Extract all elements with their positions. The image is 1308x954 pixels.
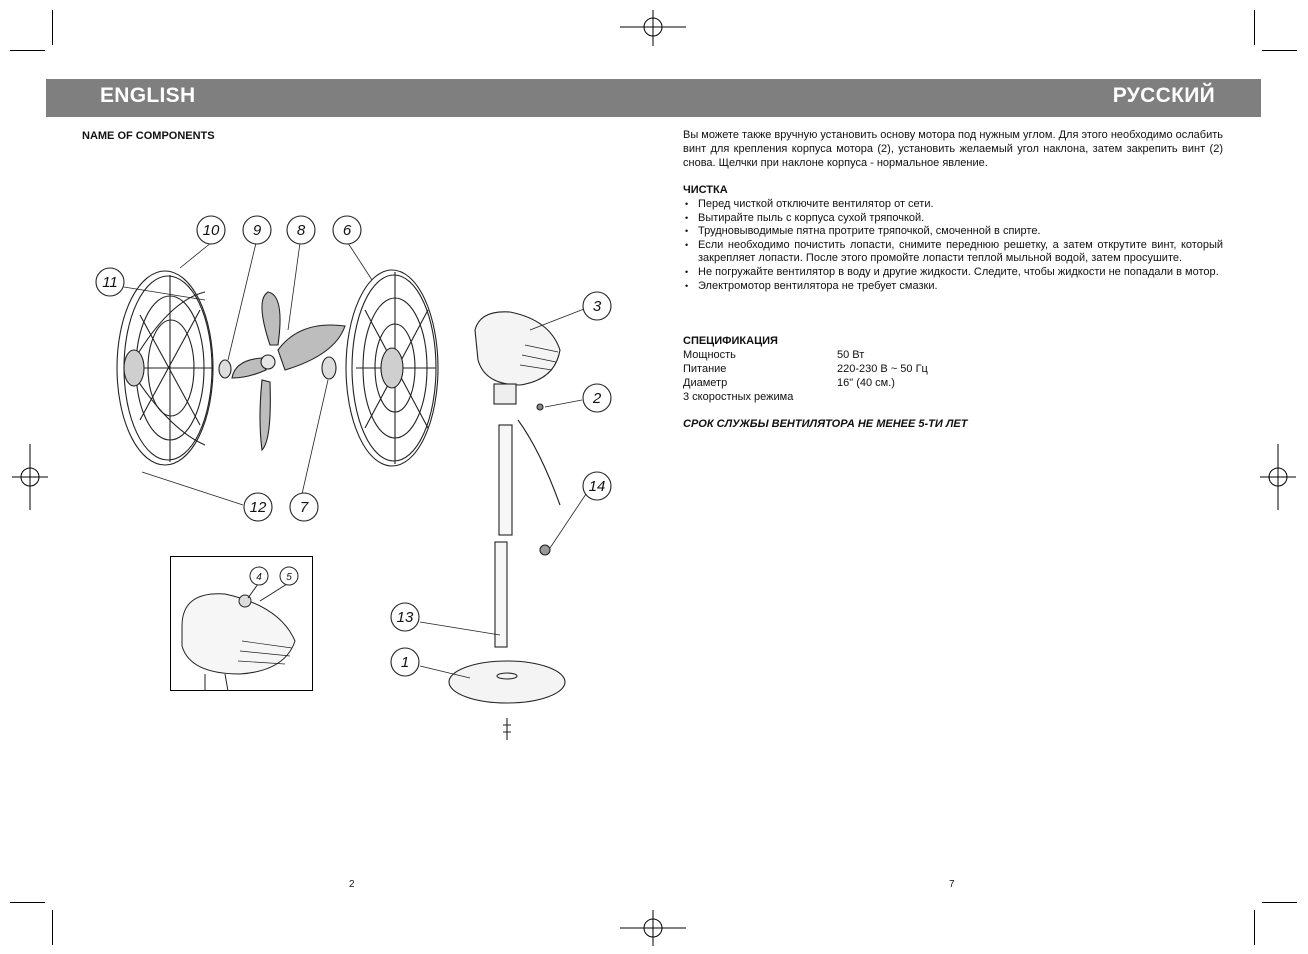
callout-10: 10 <box>202 222 220 239</box>
motor-inset-diagram <box>170 556 313 691</box>
callout-2: 2 <box>592 390 602 407</box>
base <box>449 661 565 703</box>
spec-key: 3 скоростных режима <box>683 391 794 403</box>
cleaning-list <box>683 198 1223 293</box>
front-grille <box>346 270 438 466</box>
power-cord <box>518 420 560 505</box>
spec-key: Диаметр <box>683 377 728 389</box>
list-item: • Электромотор вентилятора не требует смазки. <box>683 280 1223 294</box>
language-label-english: ENGLISH <box>100 84 196 107</box>
intro-paragraph <box>683 128 1223 170</box>
spec-table <box>683 348 928 404</box>
spec-key: Питание <box>683 363 727 375</box>
callout-11: 11 <box>102 274 118 291</box>
callout-13: 13 <box>396 609 414 626</box>
lower-pole <box>495 542 507 647</box>
callout-7: 7 <box>299 499 309 516</box>
blade-nut <box>322 357 336 379</box>
spec-key: Мощность <box>683 349 736 361</box>
spinner-nut <box>219 360 231 378</box>
list-item: • Трудновыводимые пятна протрите тряпочкой, смоченной в спирте. <box>683 225 1223 239</box>
spec-row <box>683 376 928 390</box>
spec-value: 50 Вт <box>837 349 865 361</box>
list-item: • Не погружайте вентилятор в воду и другие жидкости. Следите, чтобы жидкости не попадали в мотор. <box>683 266 1223 280</box>
spec-value: 16" (40 см.) <box>837 377 895 389</box>
pole-clamp <box>540 545 550 555</box>
list-item: • Вытирайте пыль с корпуса сухой тряпочкой. <box>683 212 1223 226</box>
base-screw <box>503 718 511 740</box>
callout-6: 6 <box>342 222 352 239</box>
inset-callout-5: 5 <box>286 572 292 583</box>
page-number-left: 2 <box>349 879 355 890</box>
callout-3: 3 <box>592 298 602 315</box>
cleaning-title: ЧИСТКА <box>683 184 728 196</box>
list-item: • Перед чисткой отключите вентилятор от сети. <box>683 198 1223 212</box>
callout-1: 1 <box>400 654 410 671</box>
list-item: • Если необходимо почистить лопасти, снимите переднюю решетку, а затем открутите винт, который закрепляет лопасти. После этого промойте лопасти теплой мыльной водой, затем просушите. <box>683 239 1223 266</box>
header-bar <box>46 79 1261 117</box>
callout-9: 9 <box>252 222 262 239</box>
inset-callout-4: 4 <box>256 572 262 583</box>
upper-pole <box>499 425 512 535</box>
callout-12: 12 <box>249 499 267 516</box>
callout-8: 8 <box>296 222 306 239</box>
spec-row <box>683 390 928 404</box>
spec-row <box>683 348 928 362</box>
spec-row <box>683 362 928 376</box>
language-label-russian: РУССКИЙ <box>1112 84 1215 107</box>
callout-14: 14 <box>588 478 606 495</box>
spec-value: 220-230 В ~ 50 Гц <box>837 363 928 375</box>
motor-head <box>475 312 560 410</box>
components-title: NAME OF COMPONENTS <box>82 130 215 142</box>
intro-text: Вы можете также вручную установить основу мотора под нужным углом. Для этого необходимо ослабить винт для крепления корпуса мотора (2), установить желаемый угол наклона, затем закрепить винт (2) снова. Щелчки при наклоне корпуса - нормальное явление. <box>683 129 1223 169</box>
spec-title: СПЕЦИФИКАЦИЯ <box>683 335 778 347</box>
rear-grille <box>117 271 213 465</box>
page-number-right: 7 <box>949 879 955 890</box>
lifetime-note: СРОК СЛУЖБЫ ВЕНТИЛЯТОРА НЕ МЕНЕЕ 5-ТИ ЛЕТ <box>683 418 968 430</box>
fan-components-diagram <box>80 205 640 755</box>
